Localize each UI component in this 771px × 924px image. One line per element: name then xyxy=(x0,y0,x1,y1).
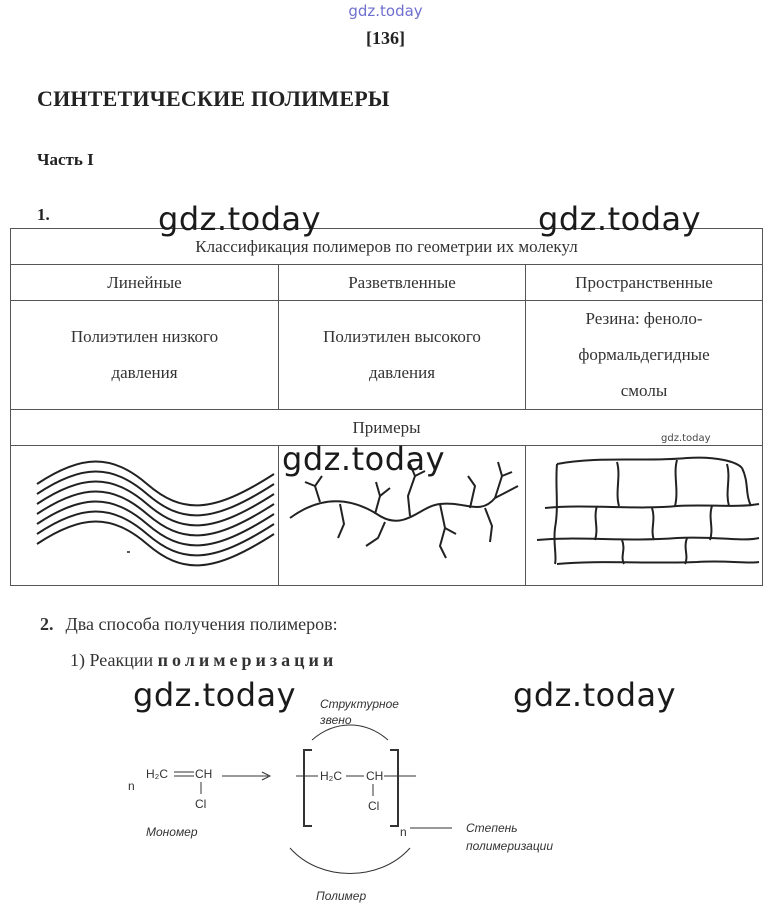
spatial-polymer-drawing xyxy=(526,446,763,586)
example-branched-line1: Полиэтилен высокого xyxy=(323,327,481,346)
monomer-right-group: CH xyxy=(195,767,213,781)
watermark-1: gdz.today xyxy=(158,200,322,238)
label-degree-2: полимеризации xyxy=(466,839,554,853)
linear-polymer-drawing xyxy=(11,446,279,586)
poly-cl: Cl xyxy=(368,799,380,813)
watermark-small: gdz.today xyxy=(661,433,711,444)
network-svg xyxy=(527,446,762,580)
col-branched: Разветвленные xyxy=(279,265,526,301)
classification-table xyxy=(10,228,763,586)
col-spatial: Пространственные xyxy=(526,265,763,301)
page-number: [136] xyxy=(366,28,405,48)
poly-left-group: H₂C xyxy=(320,769,342,783)
table-title: Классификация полимеров по геометрии их молекул xyxy=(11,229,763,265)
watermark-2: gdz.today xyxy=(538,200,702,238)
polymer-arc xyxy=(290,848,410,874)
example-linear-line1: Полиэтилен низкого xyxy=(70,327,219,346)
linear-chains-svg xyxy=(12,446,278,580)
col-linear: Линейные xyxy=(11,265,279,301)
example-linear-line2: давления xyxy=(111,363,178,382)
watermark-5: gdz.today xyxy=(513,676,677,714)
examples-header: Примеры xyxy=(11,410,763,446)
bracket-left xyxy=(304,750,312,826)
struct-arc xyxy=(312,725,388,740)
task2-number: 2. xyxy=(40,614,54,634)
label-struct-2: звено xyxy=(320,713,352,727)
watermark-3: gdz.today xyxy=(282,440,446,478)
example-spatial-line1: Резина: феноло- xyxy=(585,309,703,328)
watermark-4: gdz.today xyxy=(133,676,297,714)
example-branched-line2: давления xyxy=(368,363,436,382)
monomer-cl: Cl xyxy=(195,797,207,811)
task2-text: Два способа получения полимеров: xyxy=(65,614,338,634)
n-left: n xyxy=(128,779,135,793)
label-struct-1: Структурное xyxy=(320,697,399,711)
watermark-top: gdz.today xyxy=(348,2,423,20)
n-right: n xyxy=(400,825,407,839)
task2-item1 xyxy=(70,650,337,671)
label-monomer: Мономер xyxy=(146,825,198,839)
example-spatial-line3: смолы xyxy=(620,381,668,400)
example-linear xyxy=(11,301,279,410)
label-degree-1: Степень xyxy=(466,821,518,835)
page-title: СИНТЕТИЧЕСКИЕ ПОЛИМЕРЫ xyxy=(37,86,390,111)
task2-line xyxy=(40,614,338,635)
polymerization-scheme xyxy=(100,690,580,920)
task2-item1-prefix: 1) Реакции xyxy=(70,650,154,670)
monomer-left-group: H₂C xyxy=(146,767,168,781)
label-polymer: Полимер xyxy=(316,889,367,903)
bracket-right xyxy=(390,750,398,826)
example-spatial-line2: формальдегидные xyxy=(578,345,710,364)
task1-number: 1. xyxy=(37,205,50,224)
part-heading: Часть I xyxy=(37,150,94,169)
example-spatial xyxy=(526,301,763,410)
example-branched xyxy=(279,301,526,410)
task2-item1-bold: полимеризации xyxy=(157,650,338,670)
poly-right-group: CH xyxy=(366,769,384,783)
